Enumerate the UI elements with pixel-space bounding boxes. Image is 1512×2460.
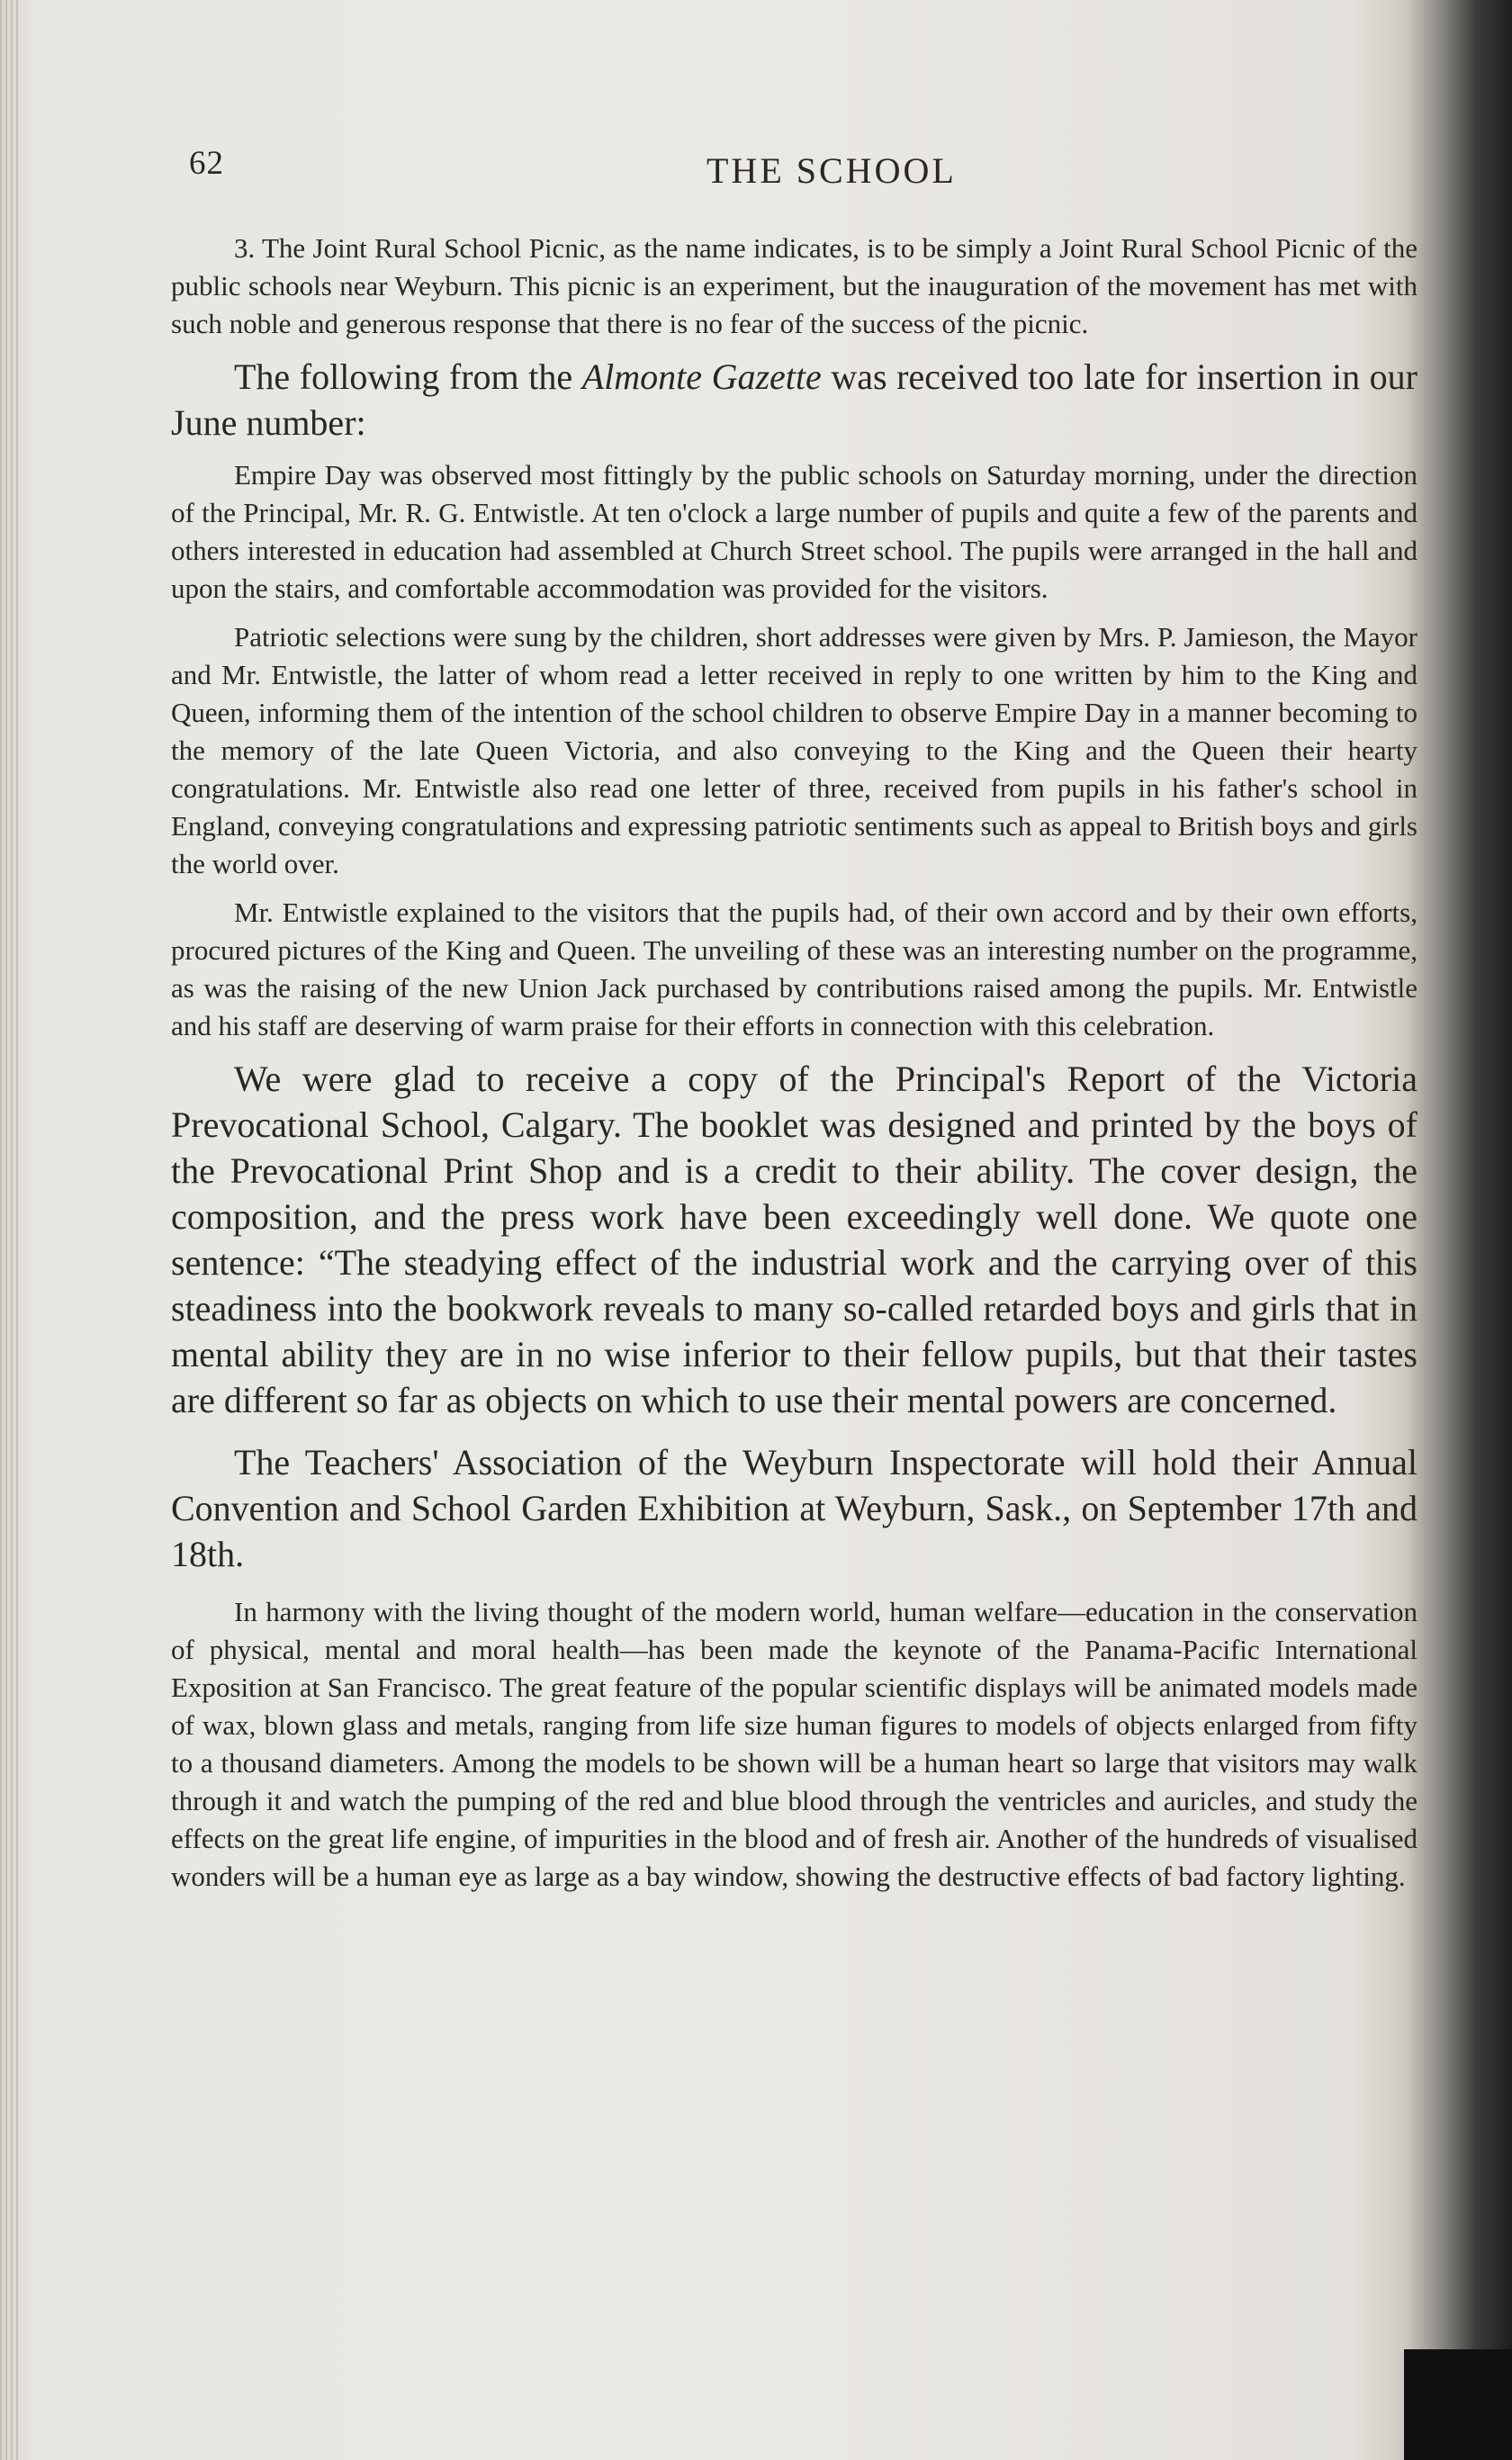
book-binding-edge bbox=[0, 0, 20, 2460]
gazette-intro-text-end: was received too late for insertion in our June number: bbox=[171, 356, 1418, 443]
gazette-intro-text: The following from the bbox=[234, 356, 582, 397]
paragraph-gazette-intro bbox=[171, 354, 1418, 446]
paragraph-empire-day: Empire Day was observed most fittingly by the public schools on Saturday morning, under the direction of the Principal, Mr. R. G. Entwistle. At ten o'clock a large number of pupils and quite a few of the parents and others interested in education had assembled at Church Street school. The pupils were arranged in the hall and upon the stairs, and comfortable accommodation was provided for the visitors. bbox=[171, 459, 1418, 604]
gazette-title: Almonte Gazette bbox=[581, 356, 822, 397]
paragraph-principals-report: We were glad to receive a copy of the Principal's Report of the Victoria Prevocational School, Calgary. The booklet was designed and printed by the boys of the Prevocational Print Shop and is a credit to their ability. The cover design, the composition, and the press work have been exceedingly well done. We quote one sentence: “The steadying effect of the industrial work and the carrying over of this steadiness into the bookwork reveals to many so-called retarded boys and girls that in mental ability they are in no wise inferior to their fellow pupils, but that their tastes are different so far as objects on which to use their mental powers are concerned. bbox=[171, 1059, 1418, 1420]
paragraph-teachers-association: The Teachers' Association of the Weyburn Inspectorate will hold their Annual Convention and School Garden Exhibition at Weyburn, Sask., on September 17th and 18th. bbox=[171, 1442, 1418, 1574]
page-body bbox=[171, 230, 1418, 1896]
page-header bbox=[171, 135, 1431, 207]
page-corner-shadow bbox=[1404, 2349, 1512, 2460]
page-number: 62 bbox=[189, 145, 224, 182]
paragraph-picnic: 3. The Joint Rural School Picnic, as the name indicates, is to be simply a Joint Rural School Picnic of the public schools near Weyburn. This picnic is an experiment, but the inauguration of the movement has met with such noble and generous response that there is no fear of the success of the picnic. bbox=[171, 232, 1418, 339]
paragraph-patriotic-selections: Patriotic selections were sung by the children, short addresses were given by Mrs. P. Jamieson, the Mayor and Mr. Entwistle, the latter of whom read a letter received in reply to one written by him to the King and Queen, informing them of the intention of the school children to observe Empire Day in a manner becoming to the memory of the late Queen Victoria, and also conveying to the King and the Queen their hearty congratulations. Mr. Entwistle also read one letter of three, received from pupils in his father's school in England, conveying congratulations and expressing patriotic sentiments such as appeal to British boys and girls the world over. bbox=[171, 621, 1418, 879]
paragraph-unveiling: Mr. Entwistle explained to the visitors that the pupils had, of their own accord and by their own efforts, procured pictures of the King and Queen. The unveiling of these was an interesting number on the programme, as was the raising of the new Union Jack purchased by contributions raised among the pupils. Mr. Entwistle and his staff are deserving of warm praise for their efforts in connection with this celebration. bbox=[171, 897, 1418, 1041]
paragraph-exposition: In harmony with the living thought of the modern world, human welfare—education in the conservation of physical, mental and moral health—has been made the keynote of the Panama-Pacific International Exposition at San Francisco. The great feature of the popular scientific displays will be animated models made of wax, blown glass and metals, ranging from life size human figures to models of objects enlarged from fifty to a thousand diameters. Among the models to be shown will be a human heart so large that visitors may walk through it and watch the pumping of the red and blue blood through the ventricles and auricles, and study the effects on the great life engine, of impurities in the blood and of fresh air. Another of the hundreds of visualised wonders will be a human eye as large as a bay window, showing the destructive effects of bad factory lighting. bbox=[171, 1596, 1418, 1892]
running-title: THE SCHOOL bbox=[706, 150, 957, 191]
